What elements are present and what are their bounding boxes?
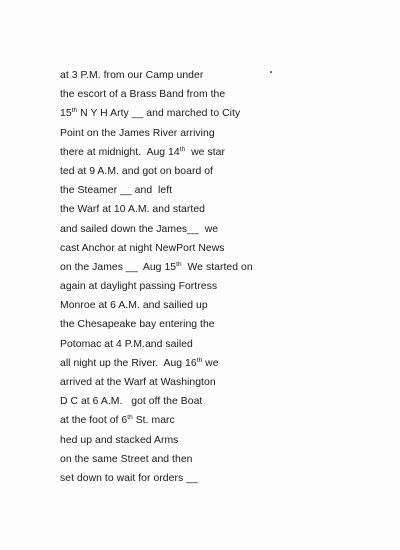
text-run: Potomac at 4 P.M.and sailed bbox=[60, 338, 193, 350]
text-line bbox=[60, 66, 360, 85]
text-run: St. marc bbox=[132, 415, 175, 427]
text-line bbox=[60, 411, 360, 430]
text-run: D C at 6 A.M. got off the Boat bbox=[60, 396, 203, 408]
text-line bbox=[60, 315, 360, 334]
superscript: th bbox=[179, 145, 186, 153]
text-line bbox=[60, 162, 360, 181]
text-run: the Chesapeake bay entering the bbox=[60, 319, 215, 331]
text-run: 15 bbox=[60, 108, 72, 120]
text-run: the escort of a Brass Band from the bbox=[60, 89, 226, 101]
text-run: ted at 9 A.M. and got on board of bbox=[60, 165, 213, 177]
superscript: th bbox=[196, 356, 203, 364]
text-run: N Y H Arty __ and marched to City bbox=[77, 108, 241, 120]
text-run: We started on bbox=[181, 261, 253, 273]
text-line bbox=[60, 220, 360, 239]
text-run: there at midnight. Aug 14 bbox=[60, 146, 180, 158]
text-line bbox=[60, 354, 360, 373]
text-line bbox=[60, 124, 360, 143]
text-line bbox=[60, 239, 360, 258]
text-run: the Warf at 10 A.M. and started bbox=[60, 204, 205, 216]
superscript: th bbox=[127, 414, 133, 422]
text-line bbox=[60, 373, 360, 392]
superscript: th bbox=[71, 107, 78, 115]
text-run: set down to wait for orders __ bbox=[60, 472, 198, 484]
text-run: and sailed down the James__ we bbox=[60, 223, 219, 235]
text-run: Point on the James River arriving bbox=[60, 127, 215, 139]
text-line bbox=[60, 431, 360, 450]
text-run: cast Anchor at night NewPort News bbox=[60, 242, 225, 254]
text-run: on the James __ Aug 15 bbox=[60, 261, 177, 273]
text-line bbox=[60, 85, 360, 104]
text-line bbox=[60, 277, 360, 296]
text-line bbox=[60, 335, 360, 354]
text-run: all night up the River. Aug 16 bbox=[60, 357, 197, 369]
text-line bbox=[60, 104, 360, 123]
text-run: arrived at the Warf at Washington bbox=[60, 377, 216, 388]
text-run: at the foot of 6 bbox=[60, 415, 128, 427]
text-line bbox=[60, 143, 360, 162]
text-line bbox=[60, 450, 360, 469]
text-line bbox=[60, 181, 360, 200]
transcription-text bbox=[60, 66, 360, 488]
text-run: hed up and stacked Arms bbox=[60, 434, 179, 446]
text-line bbox=[60, 392, 360, 411]
text-run: again at daylight passing Fortress bbox=[60, 281, 218, 293]
superscript: th bbox=[176, 260, 182, 268]
text-run: the Steamer __ and left bbox=[60, 185, 173, 197]
text-run: on the same Street and then bbox=[60, 453, 193, 465]
text-line bbox=[60, 200, 360, 219]
text-line bbox=[60, 469, 360, 488]
text-line bbox=[60, 296, 360, 315]
text-run: at 3 P.M. from our Camp under bbox=[60, 70, 204, 81]
text-run: we bbox=[202, 357, 219, 369]
text-line bbox=[60, 258, 360, 277]
text-run: we star bbox=[185, 146, 225, 158]
text-run: Monroe at 6 A.M. and sailied up bbox=[60, 300, 208, 312]
